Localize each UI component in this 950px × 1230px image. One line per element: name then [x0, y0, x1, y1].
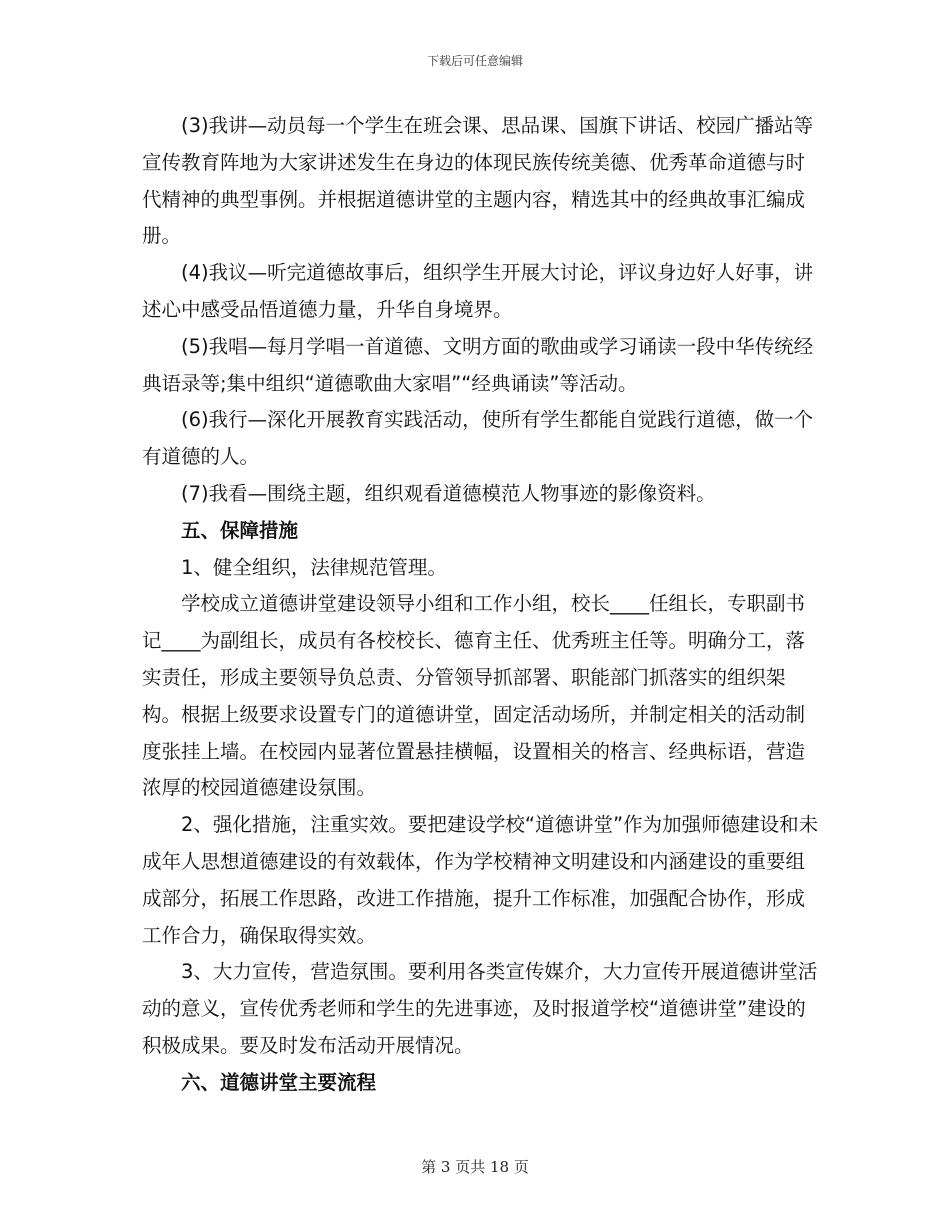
document-body	[142, 108, 822, 1102]
paragraph-item-3: (3)我讲—动员每一个学生在班会课、思品课、国旗下讲话、校园广播站等宣传教育阵地为大家讲述发生在身边的体现民族传统美德、优秀革命道德与时代精神的典型事例。并根据道德讲堂的主题内容，精选其中的经典故事汇编成册。	[142, 114, 814, 248]
paragraph-item-6: (6)我行—深化开展教育实践活动，使所有学生都能自觉践行道德，做一个有道德的人。	[142, 408, 814, 469]
paragraph-item-4: (4)我议—听完道德故事后，组织学生开展大讨论，评议身边好人好事，讲述心中感受品悟道德力量，升华自身境界。	[142, 261, 814, 321]
paragraph-organization: 学校成立道德讲堂建设领导小组和工作小组，校长____任组长，专职副书记____为副组长，成员有各校校长、德育主任、优秀班主任等。明确分工，落实责任，形成主要领导负总责、分管领导抓部署、职能部门抓落实的组织架构。根据上级要求设置专门的道德讲堂，固定活动场所，并制定相关的活动制度张挂上墙。在校园内显著位置悬挂横幅，设置相关的格言、经典标语，营造浓厚的校园道德建设氛围。	[142, 592, 806, 800]
section-heading-5: 五、保障措施	[181, 518, 299, 542]
paragraph-item-7: (7)我看—围绕主题，组织观看道德模范人物事迹的影像资料。	[181, 481, 716, 505]
section-heading-6: 六、道德讲堂主要流程	[181, 1070, 377, 1094]
paragraph-measure-1: 1、健全组织，法律规范管理。	[181, 555, 447, 579]
page-footer: 第 3 页共 18 页	[421, 1158, 529, 1176]
page-header: 下载后可任意编辑	[426, 54, 523, 68]
paragraph-measure-3: 3、大力宣传，营造氛围。要利用各类宣传媒介，大力宣传开展道德讲堂活动的意义，宣传优秀老师和学生的先进事迹，及时报道学校“道德讲堂”建设的积极成果。要及时发布活动开展情况。	[142, 960, 818, 1057]
paragraph-item-5: (5)我唱—每月学唱一首道德、文明方面的歌曲或学习诵读一段中华传统经典语录等;集中组织“道德歌曲大家唱”“经典诵读”等活动。	[142, 334, 814, 395]
paragraph-measure-2: 2、强化措施，注重实效。要把建设学校“道德讲堂”作为加强师德建设和未成年人思想道德建设的有效载体，作为学校精神文明建设和内涵建设的重要组成部分，拓展工作思路，改进工作措施，提升工作标准，加强配合协作，形成工作合力，确保取得实效。	[142, 813, 819, 947]
